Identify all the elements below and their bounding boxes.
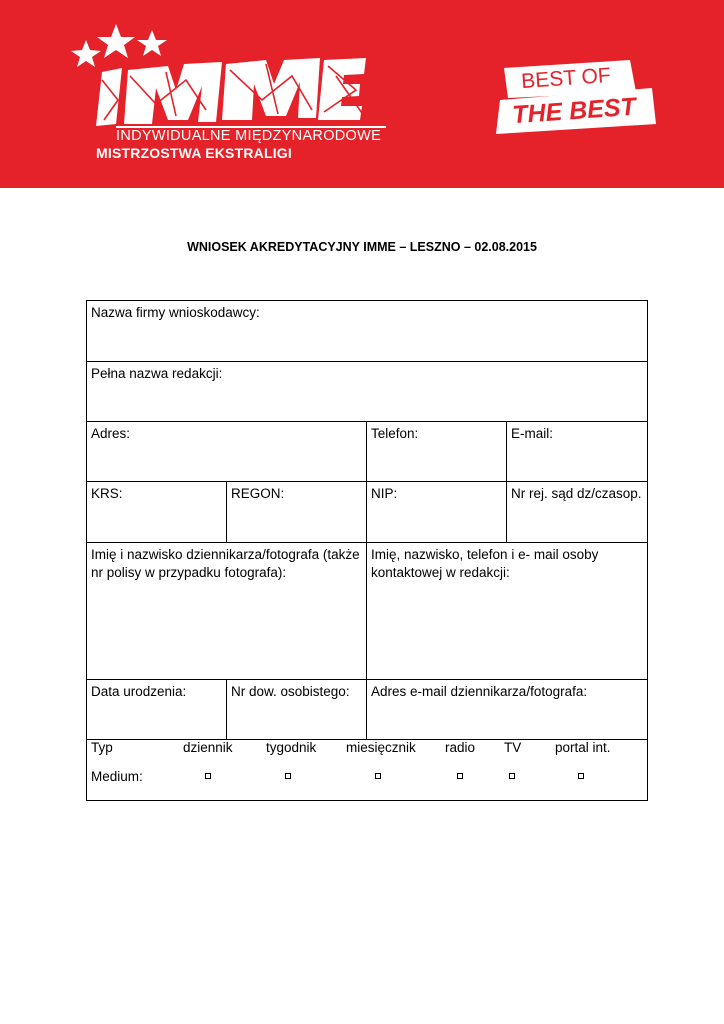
email-field[interactable] bbox=[507, 422, 647, 481]
register-number-label: Nr rej. sąd dz/czasop. bbox=[511, 486, 642, 501]
best-of-the-best-badge bbox=[490, 58, 660, 138]
journalist-email-label: Adres e-mail dziennikarza/fotografa: bbox=[371, 684, 588, 699]
checkbox-portal[interactable] bbox=[578, 773, 584, 779]
regon-label: REGON: bbox=[231, 486, 285, 501]
journalist-name-label: Imię i nazwisko dziennikarza/fotografa (także nr polisy w przypadku fotografa): bbox=[91, 547, 360, 580]
regon-field[interactable] bbox=[227, 482, 367, 542]
phone-label: Telefon: bbox=[371, 426, 419, 441]
row-persons bbox=[87, 543, 647, 680]
phone-field[interactable] bbox=[367, 422, 507, 481]
krs-label: KRS: bbox=[91, 486, 123, 501]
register-number-field[interactable] bbox=[507, 482, 647, 542]
birth-date-field[interactable] bbox=[87, 680, 227, 739]
imme-logo bbox=[66, 20, 396, 170]
row-registry bbox=[87, 482, 647, 543]
star-icon bbox=[97, 24, 135, 58]
firm-name-label: Nazwa firmy wnioskodawcy: bbox=[91, 305, 260, 320]
checkbox-radio[interactable] bbox=[457, 773, 463, 779]
logo-subtitle-line-2: MISTRZOSTWA EKSTRALIGI bbox=[96, 145, 292, 161]
row-media-type bbox=[87, 740, 647, 800]
document-title: WNIOSEK AKREDYTACYJNY IMME – LESZNO – 02.08.2015 bbox=[187, 240, 537, 254]
nip-field[interactable] bbox=[367, 482, 507, 542]
checkbox-monthly[interactable] bbox=[375, 773, 381, 779]
row-firm-name bbox=[87, 301, 647, 362]
media-option-tv: TV bbox=[504, 740, 522, 755]
email-label: E-mail: bbox=[511, 426, 554, 441]
nip-label: NIP: bbox=[371, 486, 398, 501]
star-icon bbox=[71, 40, 101, 67]
journalist-email-field[interactable] bbox=[367, 680, 647, 739]
media-option-monthly: miesięcznik bbox=[346, 740, 416, 755]
contact-person-field[interactable] bbox=[367, 543, 647, 679]
row-address-contact bbox=[87, 422, 647, 482]
editorial-full-name-label: Pełna nazwa redakcji: bbox=[91, 366, 223, 381]
media-option-daily: dziennik bbox=[183, 740, 233, 755]
logo-subtitle-line-1: INDYWIDUALNE MIĘDZYNARODOWE bbox=[116, 128, 382, 144]
media-type-label: Typ bbox=[91, 740, 113, 755]
checkbox-daily[interactable] bbox=[205, 773, 211, 779]
badge-text-bottom: THE BEST bbox=[511, 92, 637, 129]
address-field[interactable] bbox=[87, 422, 367, 481]
checkbox-tv[interactable] bbox=[509, 773, 515, 779]
contact-person-label: Imię, nazwisko, telefon i e- mail osoby kontaktowej w redakcji: bbox=[371, 547, 599, 580]
medium-label: Medium: bbox=[91, 769, 143, 784]
row-editorial-name bbox=[87, 362, 647, 422]
checkbox-weekly[interactable] bbox=[285, 773, 291, 779]
krs-field[interactable] bbox=[87, 482, 227, 542]
star-icon bbox=[137, 30, 167, 56]
editorial-full-name-field[interactable] bbox=[87, 362, 647, 421]
id-number-field[interactable] bbox=[227, 680, 367, 739]
media-option-radio: radio bbox=[445, 740, 476, 755]
journalist-name-field[interactable] bbox=[87, 543, 367, 679]
accreditation-form-table bbox=[86, 300, 648, 801]
media-option-portal: portal int. bbox=[555, 740, 611, 755]
address-label: Adres: bbox=[91, 426, 131, 441]
birth-date-label: Data urodzenia: bbox=[91, 684, 187, 699]
header-banner bbox=[0, 0, 724, 188]
firm-name-field[interactable] bbox=[87, 301, 647, 361]
row-personal-data bbox=[87, 680, 647, 740]
id-number-label: Nr dow. osobistego: bbox=[231, 684, 350, 699]
badge-text-top: BEST OF bbox=[520, 63, 612, 94]
media-option-weekly: tygodnik bbox=[266, 740, 317, 755]
